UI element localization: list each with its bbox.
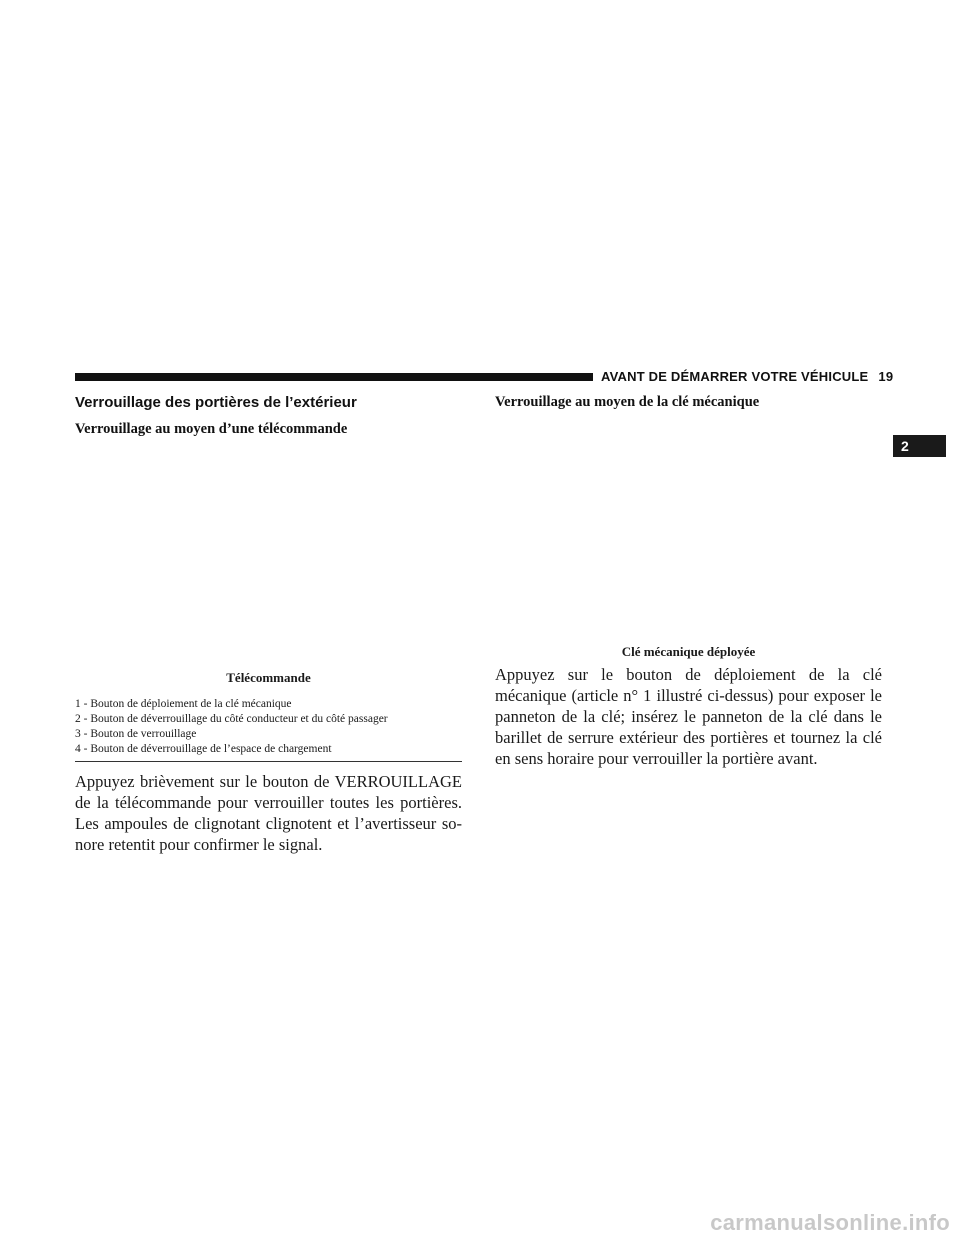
legend-item: 1 - Bouton de déploiement de la clé mécanique [75, 698, 292, 710]
legend-item: 4 - Bouton de déverrouillage de l’espace de chargement [75, 743, 332, 755]
chapter-tab[interactable]: 2 [893, 435, 946, 457]
legend-rule [75, 761, 462, 762]
page-number: 19 [878, 369, 894, 384]
section-heading: Verrouillage des portières de l’extérieur [75, 394, 357, 411]
remote-figure-caption: Télécommande [226, 670, 311, 685]
remote-figure [75, 446, 462, 666]
key-figure-caption: Clé mécanique déployée [621, 644, 756, 659]
key-paragraph: Appuyez sur le bouton de déploiement de la clé mécanique (article n° 1 illustré ci-dessus) pour exposer le panneton de la clé; insérez le panneton de la clé dans le barillet de serrure extérieur des portières et tournez la clé en sens horaire pour verrouiller la portière avant. [495, 665, 882, 768]
key-figure [495, 418, 882, 638]
remote-legend [75, 697, 388, 757]
running-title: AVANT DE DÉMARRER VOTRE VÉHICULE [601, 369, 869, 384]
remote-subheading: Verrouillage au moyen d’une télécommande [75, 421, 348, 437]
remote-paragraph: Appuyez brièvement sur le bouton de VERROUILLAGE de la télécommande pour verrouiller toutes les portières. Les ampoules de clignotant clignotent et l’avertisseur so-nore retentit pour confirmer le signal. [75, 772, 462, 854]
key-subheading: Verrouillage au moyen de la clé mécanique [495, 394, 760, 410]
legend-item: 3 - Bouton de verrouillage [75, 728, 197, 740]
legend-item: 2 - Bouton de déverrouillage du côté conducteur et du côté passager [75, 713, 388, 725]
running-head [601, 369, 893, 384]
watermark: carmanualsonline.info [710, 1210, 950, 1235]
header-rule [75, 373, 593, 381]
